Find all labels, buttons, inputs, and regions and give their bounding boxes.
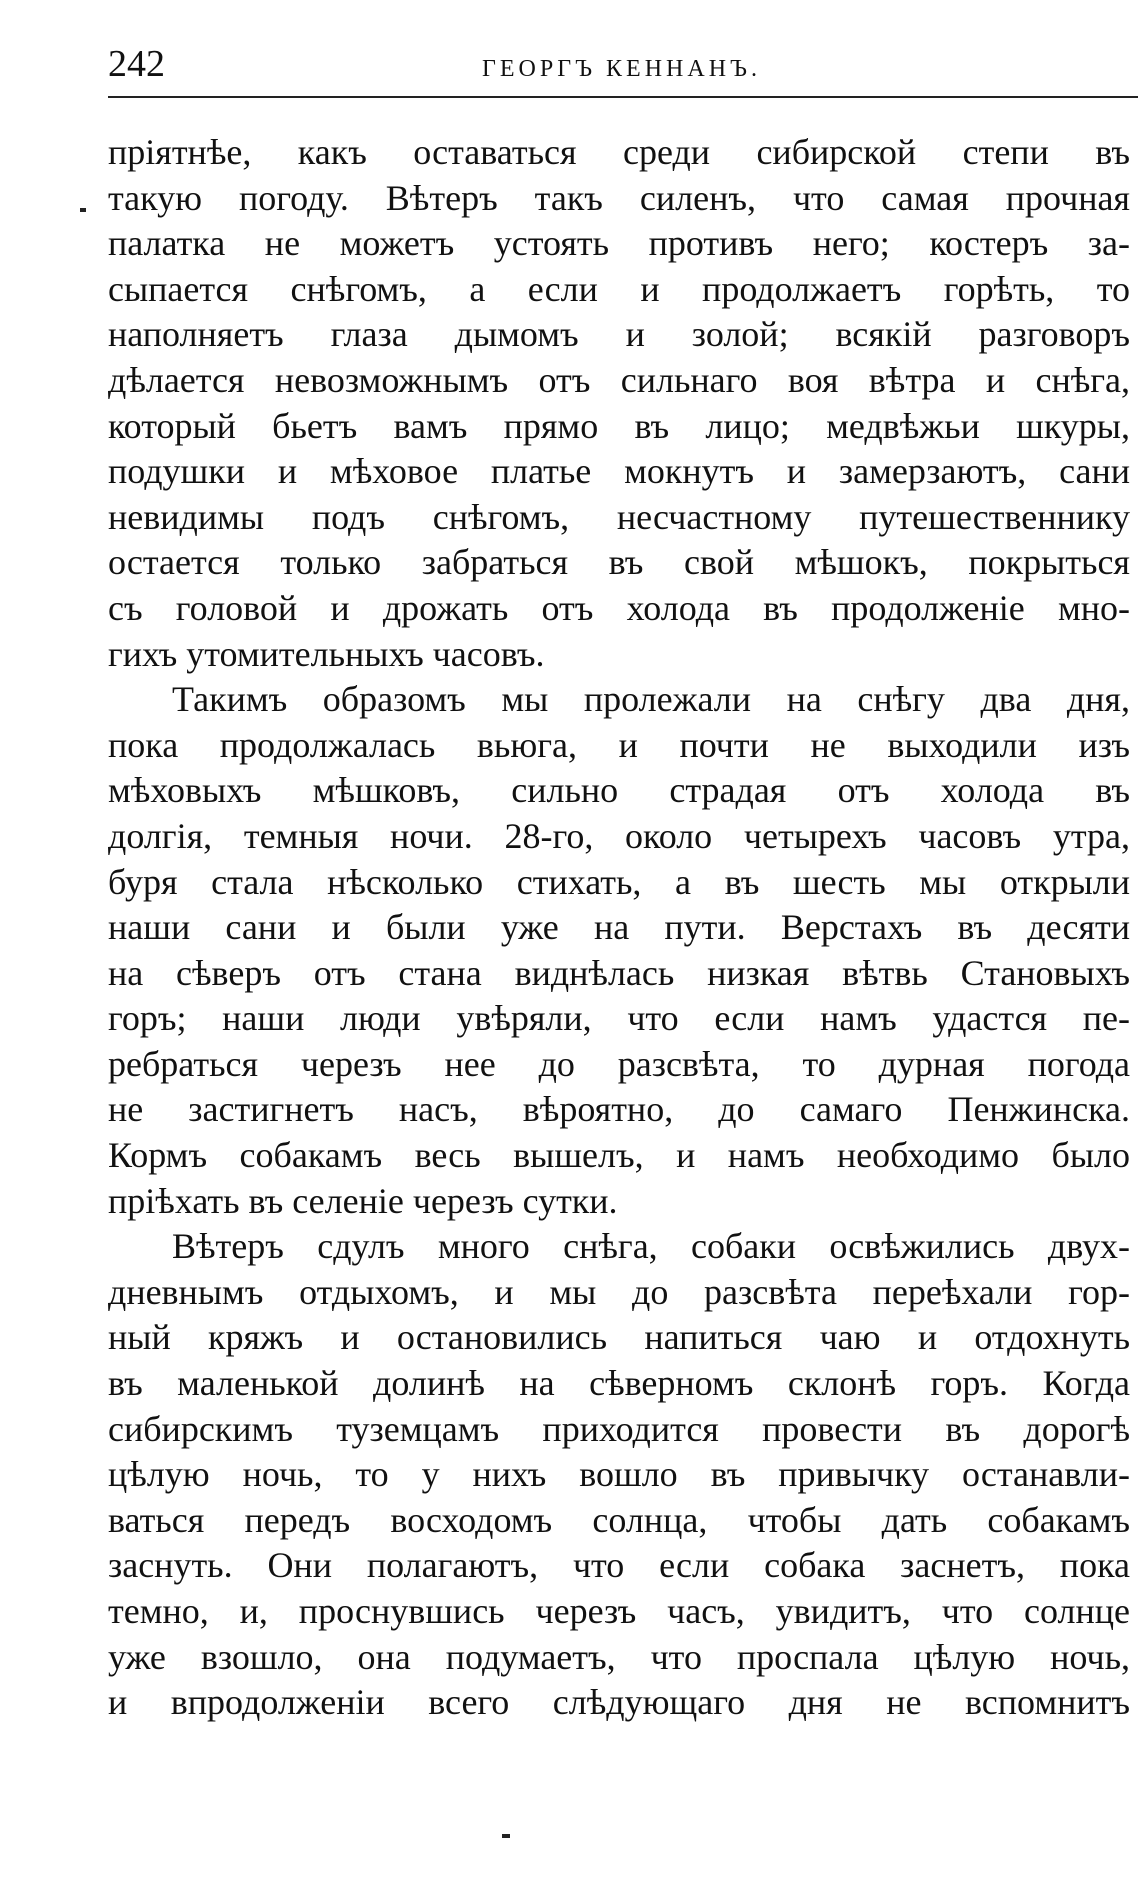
text-line: такую погоду. Вѣтеръ такъ силенъ, что самая прочная bbox=[108, 177, 1130, 218]
text-line: дѣлается невозможнымъ отъ сильнаго воя вѣтра и снѣга, bbox=[108, 359, 1130, 400]
text-line: горъ; наши люди увѣряли, что если намъ удастся пе- bbox=[108, 998, 1130, 1039]
text-line: и впродолженіи всего слѣдующаго дня не вспомнитъ bbox=[108, 1682, 1130, 1723]
paragraph-1 bbox=[108, 130, 1130, 677]
body-text bbox=[108, 130, 1130, 1726]
text-line: невидимы подъ снѣгомъ, несчастному путешественнику bbox=[108, 496, 1130, 537]
text-line: Такимъ образомъ мы пролежали на снѣгу два дня, bbox=[172, 679, 1130, 720]
text-line: палатка не можетъ устоять противъ него; костеръ за- bbox=[108, 223, 1130, 264]
text-line: наши сани и были уже на пути. Верстахъ въ десяти bbox=[108, 907, 1130, 948]
text-line: сыпается снѣгомъ, а если и продолжаетъ горѣть, то bbox=[108, 268, 1130, 309]
text-line: не застигнетъ насъ, вѣроятно, до самаго Пенжинска. bbox=[108, 1089, 1130, 1130]
running-title: ГЕОРГЪ КЕННАНЪ. bbox=[482, 56, 761, 82]
text-line: гихъ утомительныхъ часовъ. bbox=[108, 633, 545, 674]
text-line: пока продолжалась вьюга, и почти не выходили изъ bbox=[108, 724, 1130, 765]
text-line: пріятнѣе, какъ оставаться среди сибирской степи въ bbox=[108, 132, 1130, 172]
text-line: который бьетъ вамъ прямо въ лицо; медвѣжьи шкуры, bbox=[108, 405, 1130, 446]
text-line: долгія, темныя ночи. 28-го, около четырехъ часовъ утра, bbox=[108, 815, 1130, 856]
text-line: цѣлую ночь, то у нихъ вошло въ привычку останавли- bbox=[108, 1454, 1130, 1495]
text-line: Кормъ собакамъ весь вышелъ, и намъ необходимо было bbox=[108, 1135, 1130, 1176]
text-line: дневнымъ отдыхомъ, и мы до разсвѣта переѣхали гор- bbox=[108, 1271, 1130, 1312]
text-line: пріѣхать въ селеніе черезъ сутки. bbox=[108, 1180, 618, 1221]
text-line: сибирскимъ туземцамъ приходится провести въ дорогѣ bbox=[108, 1408, 1130, 1449]
page-header bbox=[98, 44, 1138, 100]
text-line: темно, и, проснувшись черезъ часъ, увидитъ, что солнце bbox=[108, 1591, 1130, 1631]
text-line: мѣховыхъ мѣшковъ, сильно страдая отъ холода въ bbox=[108, 770, 1130, 811]
text-line: ный кряжъ и остановились напиться чаю и отдохнуть bbox=[108, 1317, 1130, 1358]
text-line: ребраться черезъ нее до разсвѣта, то дурная погода bbox=[108, 1043, 1130, 1084]
print-speck bbox=[502, 1834, 510, 1838]
text-line: заснуть. Они полагаютъ, что если собака заснетъ, пока bbox=[108, 1545, 1130, 1586]
paragraph-2 bbox=[108, 677, 1130, 1224]
text-line: остается только забраться въ свой мѣшокъ, покрыться bbox=[108, 542, 1130, 583]
text-line: наполняетъ глаза дымомъ и золой; всякій разговоръ bbox=[108, 314, 1130, 355]
text-line: буря стала нѣсколько стихать, а въ шесть мы открыли bbox=[108, 861, 1130, 902]
text-line: въ маленькой долинѣ на сѣверномъ склонѣ горъ. Когда bbox=[108, 1363, 1130, 1404]
text-line: съ головой и дрожать отъ холода въ продолженіе мно- bbox=[108, 587, 1130, 628]
text-line: подушки и мѣховое платье мокнутъ и замерзаютъ, сани bbox=[108, 451, 1130, 492]
text-line: Вѣтеръ сдулъ много снѣга, собаки освѣжились двух- bbox=[172, 1226, 1130, 1267]
text-line: уже взошло, она подумаетъ, что проспала цѣлую ночь, bbox=[108, 1636, 1130, 1677]
text-line: ваться передъ восходомъ солнца, чтобы дать собакамъ bbox=[108, 1499, 1130, 1540]
text-line: на сѣверъ отъ стана виднѣлась низкая вѣтвь Становыхъ bbox=[108, 952, 1130, 993]
print-speck bbox=[80, 208, 86, 212]
page-number: 242 bbox=[108, 43, 165, 85]
header-rule bbox=[108, 96, 1138, 98]
paragraph-3 bbox=[108, 1224, 1130, 1726]
